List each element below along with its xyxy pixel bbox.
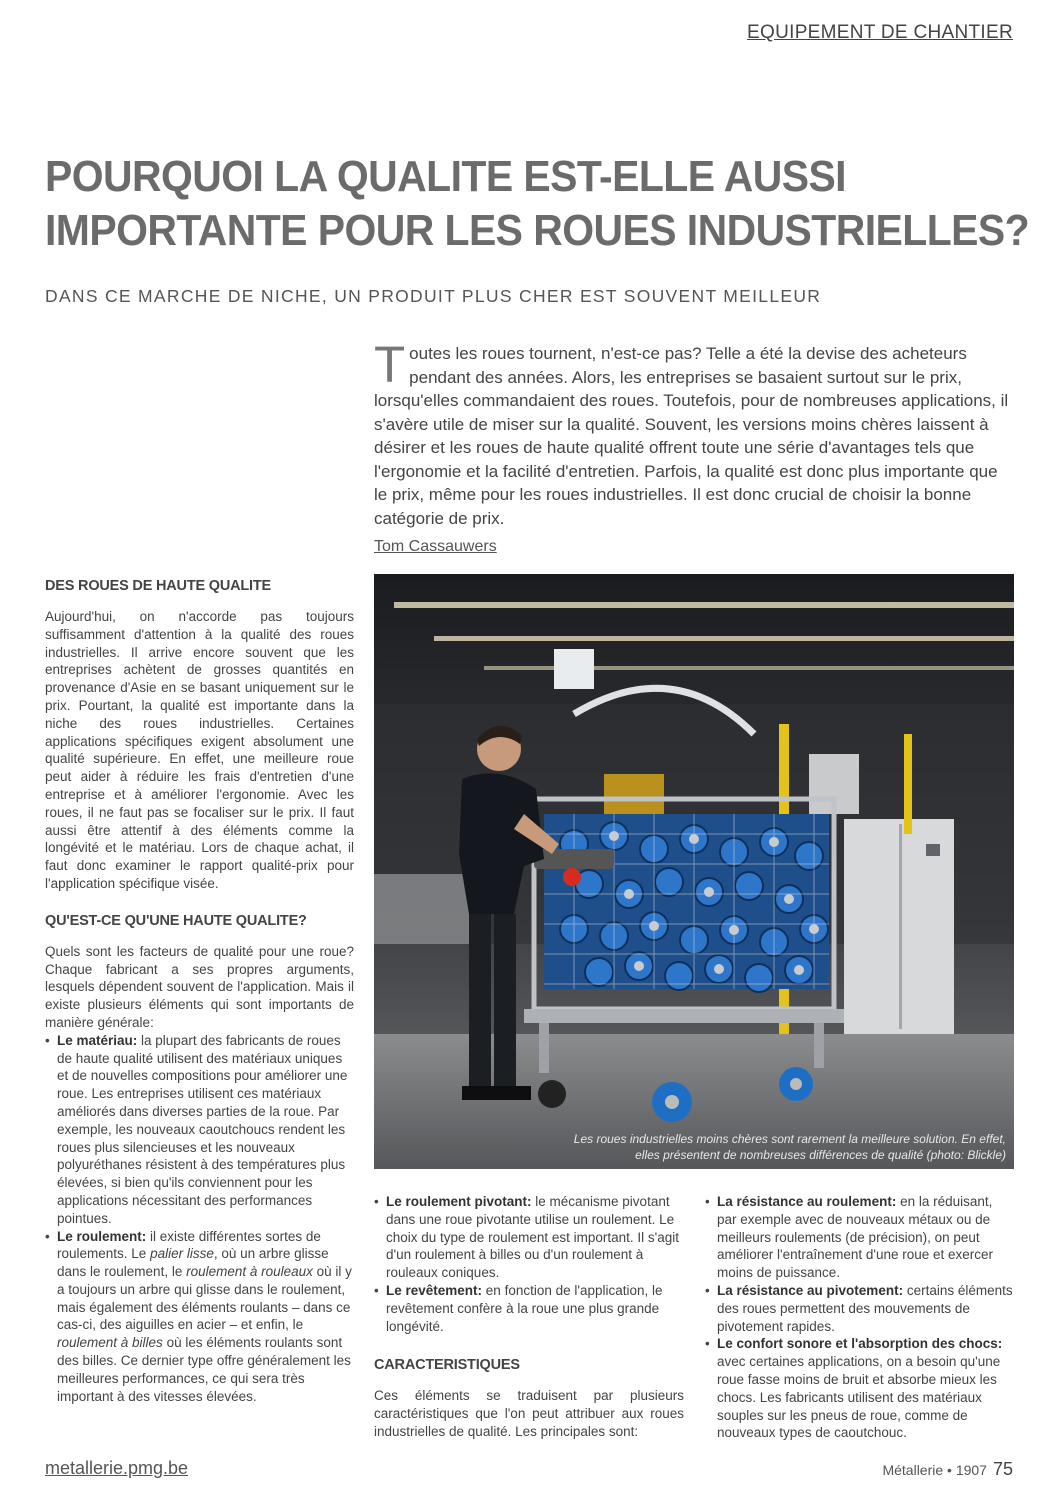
paragraph-quality-factors: Quels sont les facteurs de qualité pour une roue? Chaque fabricant a ses propres arguments, lesquels dépendent souvent de l'application. Mais il existe plusieurs éléments qui sont importants de manière générale:: [45, 943, 354, 1030]
drop-cap: T: [374, 336, 406, 393]
page-number: 75: [992, 1459, 1013, 1479]
characteristics-list: [705, 1193, 1015, 1442]
article-title: [45, 150, 1030, 258]
paragraph-high-quality: Aujourd'hui, on n'accorde pas toujours suffisamment d'attention à la qualité des roues industrielles. Il arrive encore souvent que les entreprises achètent de grosses quantités en provenance d'Asie en se basant uniquement sur le prix. Pourtant, la qualité est importante dans la niche des roues industrielles. Certaines applications spécifiques exigent absolument une qualité supérieure. En effet, une meilleure roue peut aider à réduire les frais d'entretien d'une entreprise et à améliorer l'ergonomie. Avec les roues, il ne faut pas se focaliser sur le prix. Il faut aussi être attentif à des éléments comme la longévité et le matériau. Lors de chaque achat, il faut donc examiner le rapport qualité-prix pour l'application spécifique visée.: [45, 609, 354, 891]
bullet-text: en fonction de l'application, le revêtement confère à la roue une plus grande longévité.: [386, 1282, 663, 1334]
bullet-text: où il y a toujours un arbre qui glisse dans le roulement, mais également des éléments roulants – dans ce cas-ci, des aiguilles en acier – et enfin, le: [57, 1264, 352, 1333]
intro-paragraph: [374, 336, 1014, 530]
italic-term: palier lisse: [150, 1246, 214, 1262]
intro-text: outes les roues tournent, n'est-ce pas? Telle a été la devise des acheteurs pendant des années. Alors, les entreprises se basaient surtout sur le prix, lorsqu'elles commandaient des roues. Toutefois, pour de nombreuses applications, il s'avère utile de miser sur la qualité. Souvent, les versions moins chères laissent à désirer et les roues de haute qualité offrent toute une série d'avantages tels que l'ergonomie et la facilité d'entretien. Parfois, la qualité est donc plus importante que le prix, même pour les roues industrielles. Il est donc crucial de choisir la bonne catégorie de prix.: [374, 344, 1009, 528]
caption-line-1: Les roues industrielles moins chères sont rarement la meilleure solution. En effet,: [573, 1132, 1006, 1146]
bullet-label: Le revêtement:: [386, 1282, 483, 1298]
issue-label: Métallerie • 1907: [882, 1462, 987, 1478]
bullet-text: où les éléments roulants sont des billes. Ce dernier type offre généralement les meilleures performances, ce qui sera très important à des vitesses élevées.: [57, 1335, 351, 1404]
bullet-text: certains éléments des roues permettent des mouvements de pivotement rapides.: [717, 1282, 1013, 1334]
bullet-label: La résistance au pivotement:: [717, 1282, 904, 1298]
warehouse-photo-illustration: [374, 574, 1014, 1169]
right-column: [705, 1193, 1015, 1442]
italic-term: roulement à rouleaux: [186, 1264, 313, 1280]
list-item: [705, 1193, 1015, 1282]
title-line-2: IMPORTANTE POUR LES ROUES INDUSTRIELLES?: [45, 206, 1030, 255]
author-link[interactable]: Tom Cassauwers: [374, 538, 497, 555]
italic-term: roulement à billes: [57, 1335, 163, 1351]
caption-line-2: elles présentent de nombreuses différences de qualité (photo: Blickle): [635, 1148, 1006, 1162]
middle-column: [374, 1193, 684, 1441]
article-subtitle: DANS CE MARCHE DE NICHE, UN PRODUIT PLUS CHER EST SOUVENT MEILLEUR: [45, 286, 822, 306]
heading-characteristics: CARACTERISTIQUES: [374, 1357, 520, 1374]
bullet-text: avec certaines applications, on a besoin qu'une roue fasse moins de bruit et absorbe mieux les chocs. Les fabricants utilisent des matériaux souples sur les pneus de roue, comme de nouveaux types de caoutchouc.: [717, 1354, 1001, 1441]
article-photo: [374, 574, 1014, 1169]
footer-issue: [882, 1459, 1013, 1480]
bullet-label: Le roulement:: [57, 1228, 147, 1244]
heading-what-is-quality: QU'EST-CE QU'UNE HAUTE QUALITE?: [45, 912, 307, 929]
heading-high-quality-wheels: DES ROUES DE HAUTE QUALITE: [45, 578, 272, 594]
list-item: [374, 1193, 684, 1282]
list-item: [374, 1282, 684, 1335]
photo-caption: [536, 1131, 1006, 1163]
bullet-label: Le matériau:: [57, 1032, 138, 1048]
bullet-text: il existe différentes sortes de roulements. Le: [57, 1228, 321, 1262]
bullet-text: , où un arbre glisse dans le roulement, le: [57, 1246, 329, 1280]
bearing-list: [374, 1193, 684, 1335]
list-item: [45, 1032, 354, 1228]
title-line-1: POURQUOI LA QUALITE EST-ELLE AUSSI: [45, 152, 846, 201]
paragraph-characteristics: Ces éléments se traduisent par plusieurs caractéristiques que l'on peut attribuer aux roues industrielles de qualité. Les principales sont:: [374, 1388, 684, 1439]
list-item: [705, 1282, 1015, 1335]
quality-factor-list: [45, 1032, 354, 1406]
bullet-label: Le confort sonore et l'absorption des chocs:: [717, 1336, 1003, 1352]
bullet-text: la plupart des fabricants de roues de haute qualité utilisent des matériaux uniques et de nouvelles compositions pour améliorer une roue. Les entreprises utilisent ces matériaux améliorés dans diverses parties de la roue. Par exemple, les nouveaux caoutchoucs rendent les roues plus silencieuses et les nouveaux polyuréthanes résistent à des températures plus élevées, si bien qu'ils conviennent pour les applications nécessitant des performances pointues.: [57, 1032, 348, 1226]
section-label[interactable]: EQUIPEMENT DE CHANTIER: [747, 22, 1013, 43]
bullet-label: Le roulement pivotant:: [386, 1194, 532, 1209]
list-item: [45, 1228, 354, 1406]
bullet-label: La résistance au roulement:: [717, 1194, 897, 1209]
bullet-text: le mécanisme pivotant dans une roue pivotante utilise un roulement. Le choix du type de roulement est important. Il s'agit d'un roulement à billes ou d'un roulement à rouleaux coniques.: [386, 1194, 679, 1281]
left-column: [45, 578, 354, 1405]
list-item: [705, 1335, 1015, 1442]
bullet-text: en la réduisant, par exemple avec de nouveaux métaux ou de meilleurs roulements (de précision), on peut améliorer l'entraînement d'une roue et exercer moins de puissance.: [717, 1194, 994, 1281]
footer-site-link[interactable]: metallerie.pmg.be: [45, 1458, 189, 1478]
